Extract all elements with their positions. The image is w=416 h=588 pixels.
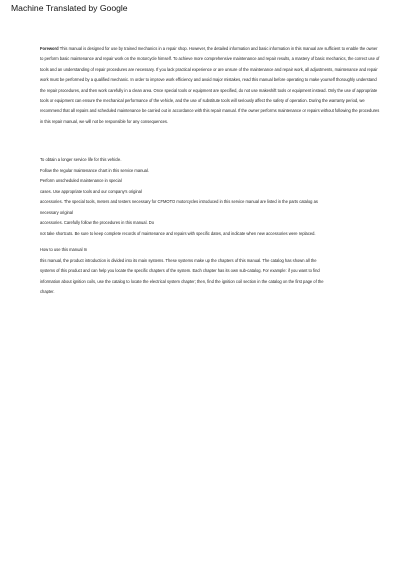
text-line: chapter. — [40, 289, 55, 294]
text-line: accessories. The special tools, meters and testers necessary for CFMOTO motorcycles introduced in this service manual are listed in the parts catalog as — [40, 199, 318, 204]
text-line: information about ignition coils, use the catalog to locate the electrical system chapter; then, find the ignition coil section in the catalog on the first page of the — [40, 278, 324, 284]
service-life-section — [40, 155, 380, 239]
text-line: Follow the regular maintenance chart in this service manual. — [40, 167, 149, 173]
text-line: How to use this manual In — [40, 247, 88, 252]
foreword-paragraph — [40, 44, 380, 127]
text-line: this manual, the product introduction is divided into its main systems. These systems make up the chapters of this manual. The catalog has shown all the — [40, 257, 317, 263]
how-to-use-section — [40, 245, 380, 298]
text-line: accessories. Carefully follow the procedures in this manual. Do — [40, 220, 154, 225]
machine-translated-header: Machine Translated by Google — [11, 3, 128, 13]
text-line: not take shortcuts. Be sure to keep complete records of maintenance and repairs with specific dates, and indicate when new accessories were replaced. — [40, 230, 316, 236]
foreword-text: This manual is designed for use by trained mechanics in a repair shop. However, the detailed information and basic information in this manual are sufficient to enable the owner to perform basic maintenance and repair work on the motorcycle himself. To achieve more comprehensive maintenance and repair results, a mastery of basic mechanics, the correct use of tools and an understanding of repair procedures are necessary. If you lack practical experience or are unsure of the maintenance and repair work, all adjustments, maintenance and repair work must be performed by a qualified mechanic. In order to improve work efficiency and avoid major mistakes, read this manual before operating to make yourself thoroughly understand the repair procedures, and then work carefully in a clean area. Once special tools or equipment are specified, do not use makeshift tools or equipment instead. Only the use of appropriate tools or equipment can ensure the mechanical performance of the vehicle, and the use of substitute tools will seriously affect the safety of operation. During the warranty period, we recommend that all repairs and scheduled maintenance be carried out in accordance with this repair manual. If the owner performs maintenance or repairs without following the procedures in this repair manual, we will not be responsible for any consequences. — [40, 46, 380, 124]
text-line: To obtain a longer service life for this vehicle. — [40, 157, 122, 162]
text-line: necessary original — [40, 209, 73, 215]
text-line: systems of this product and can help you locate the specific chapters of the system. Each chapter has its own sub-catalog. For example: if you want to find — [40, 268, 320, 273]
foreword-heading: Foreword — [40, 46, 59, 51]
text-line: Perform unscheduled maintenance in special — [40, 178, 122, 183]
text-line: cases. Use appropriate tools and our company's original — [40, 188, 142, 194]
